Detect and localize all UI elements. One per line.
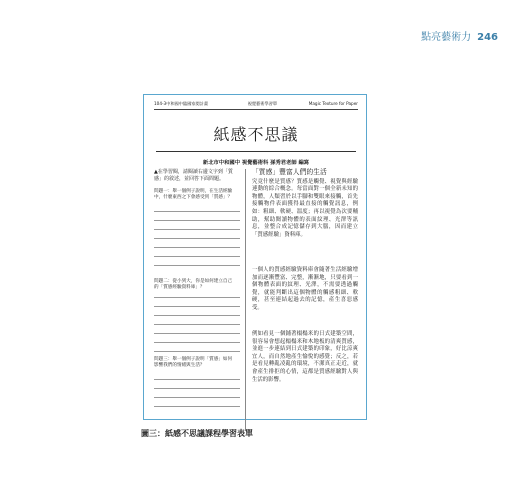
reading-paragraph-3: 例如看見一個鋪著榻榻米的日式建築空間，很容易會想起榻榻米和木地板的清爽質感，並進一步連結到日式建築的印象，好比涼爽宜人，而自然地產生愉悅的感覺；反之，若是看見轉亂凌亂的環境，不潔真正走近，就會產生排拒的心情，這都是質感經驗對人與生活的影響。 xyxy=(252,331,358,383)
reading-paragraph-1: 究竟什麼是質感？質感是觸覺、視覺與經驗連動的綜合概念。每當面對一個全新未知的物體，人類習於以手腳和雙眼來接觸，首先接觸物件表面獲得最直接的觸覺訊息，例如：粗細、軟硬、溫度；再以視覺為次要輔助，幫助閱讀物體的表面紋理、光澤等訊息，並整合成記憶儲存到大腦，因而建立「質感經驗」資料庫。 xyxy=(252,178,358,238)
worksheet-author: 新北市中和國中 視覺藝術科 孫秀君老師 編寫 xyxy=(202,160,310,166)
question-2-text: 問題二：從小到大，你是如何建立自己的「質感經驗資料庫」？ xyxy=(154,279,233,290)
worksheet-program: 104-3中和國中臨國家閱計畫 xyxy=(154,101,209,106)
reading-paragraph-3-block xyxy=(252,331,358,384)
answer-lines-1 xyxy=(154,211,240,274)
worksheet-type: 視覺藝術學習單 xyxy=(247,101,278,106)
worksheet-header xyxy=(154,101,358,110)
worksheet-title: 紙感不思議 xyxy=(213,125,299,144)
reading-paragraph-2-block xyxy=(252,267,358,313)
figure-caption: 圖三：紙感不思議課程學習表單 xyxy=(141,429,253,438)
question-3-text: 問題三：舉一個例子說明「質感」如何影響我們的情緒與生活？ xyxy=(154,357,233,368)
running-header xyxy=(421,28,498,43)
reading-heading: 「質感」豐富人們的生活 xyxy=(252,168,327,176)
worksheet-english-title: Magic Texture for Paper xyxy=(308,101,358,106)
question-2 xyxy=(154,279,240,291)
answer-lines-3 xyxy=(154,379,240,415)
worksheet-page xyxy=(154,101,358,383)
question-3 xyxy=(154,357,240,369)
worksheet-figure xyxy=(143,94,367,420)
worksheet-instruction: ▲在學習閱，請閱讀右邊文字到「質感」的敘述，並回答下面問題。 xyxy=(154,169,233,182)
reading-text xyxy=(252,169,358,239)
page-number: 246 xyxy=(477,32,498,43)
column-divider xyxy=(245,169,246,431)
title-divider xyxy=(156,151,356,152)
reading-paragraph-2: 一個人的質感經驗資料庫會隨著生活經驗增加而逐漸豐富、完整，漸漸地，只要看到一個物體表面的紋理、光澤，不需要透過觸覺，就能判斷出這個物體的觸感粗細、軟硬，甚至連結起過去的記憶，產生喜惡感受。 xyxy=(252,267,358,311)
answer-lines-2 xyxy=(154,297,240,360)
question-1 xyxy=(154,189,240,201)
book-section-title: 點亮藝術力 xyxy=(421,32,472,43)
question-1-text: 問題一：舉一個例子說明，在生活經驗中，什麼東西之下會感受到「質感」？ xyxy=(154,189,233,200)
